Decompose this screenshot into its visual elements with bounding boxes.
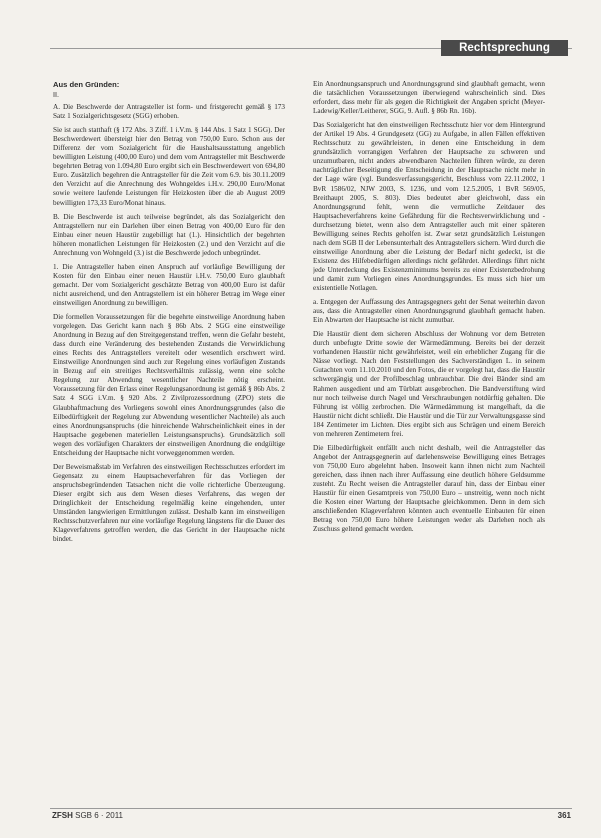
paragraph: Das Sozialgericht hat den einstweiligen Rechtsschutz hier vor dem Hintergrund der Artikel 19 Abs. 4 Grundgesetz (GG) zu Aufgabe, in allen Fällen effektiven Rechtsschutz zu gewährleisten, in denen eine Entscheidung in dem grundsätzlich vorrangigen Verfahren der Hauptsache zu schweren und unzumutbaren, nicht anders abwendbaren Nachteilen führen würde, zu deren nachträglicher Beseitigung die Entscheidung in der Hauptsache nicht mehr in der Lage wäre (vgl. Bundesverfassungsgericht, Beschluss vom 22.11.2002, 1 BvR 1586/02, NJW 2003, S. 1236, und vom 12.5.2005, 1 BvR 569/05, Breithaupt 2005, S. 803). Dies bedeutet aber gleichwohl, dass ein Anordnungsgrund fehlt, wenn die vermutliche Zeitdauer des Hauptsacheverfahrens keine Gefährdung für die Rechtsverwirklichung und -durchsetzung bietet, wenn also dem Antragsteller auch mit einer späteren Bewilligung seines Rechts geholfen ist. Zwar setzt grundsätzlich Leistungen nach dem SGB II der Lebensunterhalt des Antragstellers sichern. Wird durch die einstweilige Anordnung aber die Leistung der Bedarf nicht gedeckt, ist die Existenz des Hilfebedürftigen allerdings nicht gefährdet. Allerdings führt nicht jede Unterdeckung des Existenzminimums bereits zu einer Existenzbedrohung und damit zum Vorliegen eines Anordnungsgrundes. Es muss sich hier um existentielle Notlagen. bbox=[313, 121, 545, 293]
journal-name bbox=[52, 811, 123, 820]
paragraph: Sie ist auch statthaft (§ 172 Abs. 3 Ziff. 1 i.V.m. § 144 Abs. 1 Satz 1 SGG). Der Beschwerdewert übersteigt hier den Betrag von 750,00 Euro. Schon aus der Differenz der vom Sozialgericht für die Haushaltsausstattung angeblich bewilligten Leistung (400,00 Euro) und dem vom Antragsteller mit Beschwerde begehrten Betrag von 1.094,80 Euro ergibt sich ein Beschwerdewert von 694,80 Euro. Zusätzlich begehren die Antragsteller für die Zeit vom 6.9. bis 30.11.2009 den Verzicht auf die Anrechnung des Wohngeldes i.H.v. 290,00 Euro/Monat sowie weitere laufende Leistungen für Heizkosten über die ab August 2009 bewilligten 173,33 Euro/Monat hinaus. bbox=[53, 126, 285, 207]
paragraph: Die Haustür dient dem sicheren Abschluss der Wohnung vor dem Betreten durch unbefugte Dritte sowie der Wärmedämmung. Bereits bei der derzeit vorhandenen Haustür nicht gewährleistet, weil ein erheblicher Zugang für die Nässe vorliegt. Nach den Feststellungen des Sachverständigen L. in seinem Gutachten vom 11.10.2010 und den Fotos, die er vorgelegt hat, dass die Haustür schwergängig und der Profilbeschlag unbrauchbar. Die drei Bänder sind am Rahmen ausgedient und am Türblatt ausgebrochen. Die Bandverstiftung wird nur noch teilweise durch Nagel und Verschraubungen notdürftig gehalten. Die Führung ist völlig zerbrochen. Die Wärmedämmung ist mangelhaft, da die Haustür nicht dicht schließt. Die Haustür und die Tür zur Verwaltungsgasse sind 184 Zentimeter im Lichten. Dies ergibt sich aus Schrägen und einem Bereich von mehreren Zentimetern frei. bbox=[313, 330, 545, 438]
section-numeral: II. bbox=[53, 90, 59, 99]
paragraph: Ein Anordnungsanspruch und Anordnungsgrund sind glaubhaft gemacht, wenn die tatsächlichen Voraussetzungen überwiegend wahrscheinlich sind. Dies erfordert, dass mehr für als gegen die Richtigkeit der Angaben spricht (Meyer-Ladewig/Keller/Leitherer, SGG, 9. Aufl. § 86b Rn. 16b). bbox=[313, 80, 545, 116]
footer-rule bbox=[50, 808, 572, 809]
paragraph: 1. Die Antragsteller haben einen Anspruch auf vorläufige Bewilligung der Kosten für den Einbau einer neuen Haustür i.H.v. 750,00 Euro glaubhaft gemacht. Der vom Sozialgericht geschätzte Betrag von 400,00 Euro ist dafür nicht ausreichend, und den Antragstellern ist ein höherer Betrag im Wege einer einstweiligen Anordnung zu bewilligen. bbox=[53, 262, 285, 307]
left-column bbox=[53, 80, 285, 796]
paragraph: a. Entgegen der Auffassung des Antragsgegners geht der Senat weiterhin davon aus, dass die Antragsteller einen Anordnungsgrund glaubhaft gemacht haben. Ein Abwarten der Hauptsache ist nicht zumutbar. bbox=[313, 298, 545, 325]
paragraph: Der Beweismaßstab im Verfahren des einstweiligen Rechtsschutzes erfordert im Gegensatz zu einem Hauptsacheverfahren für das Vorliegen der anspruchsbegründenden Tatsachen nicht die volle richterliche Überzeugung. Dieser ergibt sich aus dem Wesen dieses Verfahrens, das wegen der Dringlichkeit der Entscheidung regelmäßig keine eingehenden, unter Umständen langwierigen Ermittlungen zulässt. Deshalb kann im einstweiligen Rechtsschutzverfahren nur eine vorläufige Regelung längstens für die Dauer des Klageverfahrens getroffen werden, die das Gericht in der Hauptsache nicht bindet. bbox=[53, 462, 285, 544]
section-heading: Aus den Gründen: bbox=[53, 80, 120, 89]
paragraph: A. Die Beschwerde der Antragsteller ist form- und fristgerecht gemäß § 173 Satz 1 Sozialgerichtsgesetz (SGG) erhoben. bbox=[53, 103, 285, 121]
paragraph: B. Die Beschwerde ist auch teilweise begründet, als das Sozialgericht den Antragstellern nur ein Darlehen über einen Betrag von 400,00 Euro für den Einbau einer neuen Haustür zugebilligt hat (1.). Hinsichtlich der begehrten höheren monatlichen Leistungen für Heizkosten (2.) und den Verzicht auf die Anrechnung von Wohngeld (3.) ist die Beschwerde jedoch unbegründet. bbox=[53, 212, 285, 257]
paragraph: Die formellen Voraussetzungen für die begehrte einstweilige Anordnung haben vorgelegen. Das Gericht kann nach § 86b Abs. 2 SGG eine einstweilige Anordnung in Bezug auf den Streitgegenstand treffen, wenn die Gefahr besteht, dass durch eine Veränderung des bestehenden Zustands die Verwirklichung eines Rechts des Antragstellers vereitelt oder wesentlich erschwert wird. Einstweilige Anordnungen sind auch zur Regelung eines vorläufigen Zustands in Bezug auf ein streitiges Rechtsverhältnis zulässig, wenn eine solche Regelung zur Abwendung wesentlicher Nachteile nötig erscheint. Voraussetzung für den Erlass einer Regelungsanordnung ist gemäß § 86b Abs. 2 Satz 4 SGG i.V.m. § 920 Abs. 2 Zivilprozessordnung (ZPO) stets die Glaubhaftmachung des Vorliegens sowohl eines Anordnungsgrundes (also die Eilbedürftigkeit der Regelung zur Abwendung wesentlicher Nachteile) als auch eines Anordnungsanspruchs (die hinreichende Wahrscheinlichkeit eines in der Hauptsache gegebenen materiellen Leistungsanspruchs). Grundsätzlich soll wegen des vorläufigen Charakters der einstweiligen Anordnung die endgültige Entscheidung der Hauptsache nicht vorweggenommen werden. bbox=[53, 313, 285, 457]
section-header: Rechtsprechung bbox=[441, 40, 568, 56]
journal-name-bold: ZFSH bbox=[52, 811, 73, 820]
paragraph: Die Eilbedürftigkeit entfällt auch nicht deshalb, weil die Antragsteller das Angebot der Antragsgegnerin auf darlehensweise Bewilligung eines Betrages von 750,00 Euro abgelehnt haben. Insoweit kann ihnen nicht zum Nachteil gereichen, dass ihnen nach ihrer Auffassung eine deutlich höhere Geldsumme zusteht. Zu Recht weisen die Antragsteller darauf hin, dass der Einbau einer Haustür für einen Gesamtpreis von 750,00 Euro – unstreitig, wenn noch nicht die Kosten einer Wartung der Hauptsache gleichkommen. Denn in dem sich anschließenden Klageverfahren könnten auch eventuelle Einbauten für einen Betrag von 750,00 Euro höhere Leistungen weder als Darlehen noch als Zuschuss geltend gemacht werden. bbox=[313, 443, 545, 534]
right-column bbox=[313, 80, 545, 796]
journal-issue: SGB 6 · 2011 bbox=[75, 811, 124, 820]
page-number: 361 bbox=[557, 811, 571, 820]
